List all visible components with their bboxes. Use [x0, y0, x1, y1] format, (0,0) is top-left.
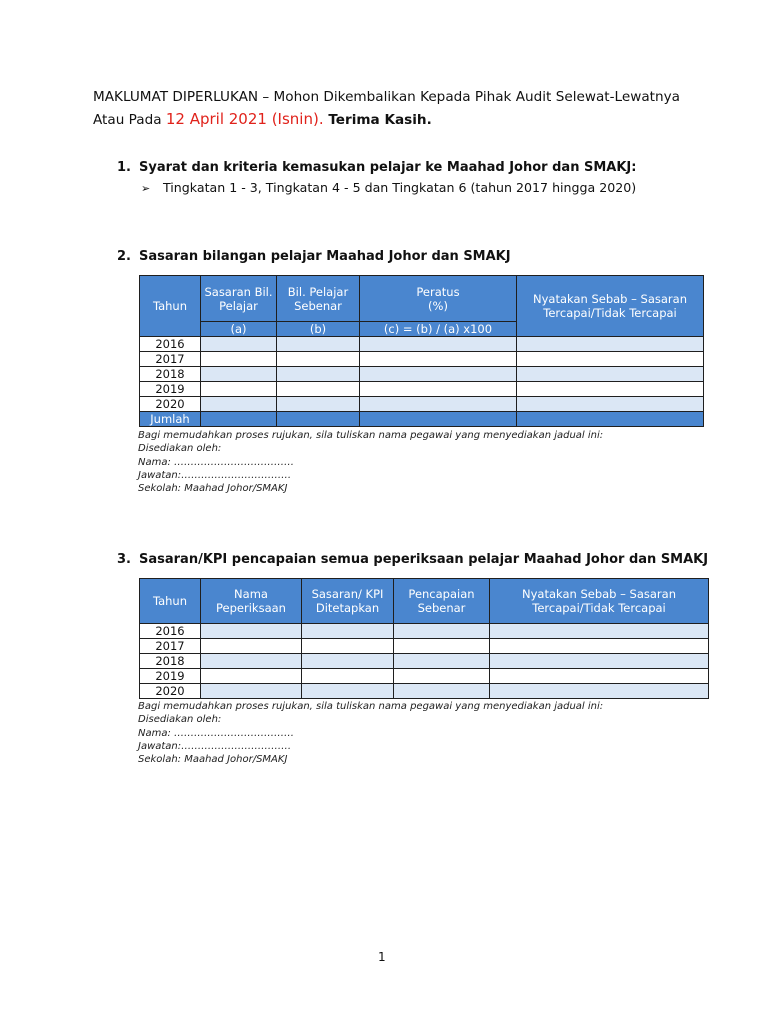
section-3-number: 3. [117, 552, 131, 567]
section-3-notes [138, 700, 603, 766]
table-row [140, 669, 709, 684]
input-cell[interactable] [277, 337, 360, 352]
year-cell: 2017 [140, 352, 201, 367]
input-cell[interactable] [394, 624, 490, 639]
section-2-heading [117, 249, 511, 264]
input-cell[interactable] [360, 337, 517, 352]
input-cell[interactable] [360, 382, 517, 397]
year-cell: 2016 [140, 624, 201, 639]
table-row [140, 654, 709, 669]
note-prepared-by: Disediakan oleh: [138, 714, 222, 726]
intro-notice [93, 86, 693, 131]
header-nama-peperiksaan: Nama Peperiksaan [201, 579, 302, 624]
input-cell[interactable] [490, 624, 709, 639]
header-sub-b: (b) [277, 322, 360, 337]
table-row [140, 639, 709, 654]
header-sub-c: (c) = (b) / (a) x100 [360, 322, 517, 337]
intro-text: MAKLUMAT DIPERLUKAN – Mohon Dikembalikan Kepada Pihak Audit Selewat-Lewatnya Atau Pada [93, 89, 680, 128]
header-tahun: Tahun [140, 276, 201, 337]
header-sasaran-kpi: Sasaran/ KPI Ditetapkan [302, 579, 394, 624]
header-tahun: Tahun [140, 579, 201, 624]
section-1-number: 1. [117, 160, 131, 175]
input-cell[interactable] [302, 669, 394, 684]
note-school: Sekolah: Maahad Johor/SMAKJ [138, 483, 288, 495]
header-bil-pelajar-sebenar: Bil. Pelajar Sebenar [277, 276, 360, 322]
input-cell[interactable] [277, 397, 360, 412]
table-row [140, 352, 704, 367]
input-cell[interactable] [201, 669, 302, 684]
year-cell: 2016 [140, 337, 201, 352]
input-cell[interactable] [201, 367, 277, 382]
table-row [140, 382, 704, 397]
total-cell[interactable] [517, 412, 704, 427]
input-cell[interactable] [201, 337, 277, 352]
input-cell[interactable] [360, 397, 517, 412]
section-2-title: Sasaran bilangan pelajar Maahad Johor dan SMAKJ [139, 249, 511, 264]
input-cell[interactable] [517, 397, 704, 412]
input-cell[interactable] [490, 654, 709, 669]
input-cell[interactable] [277, 367, 360, 382]
input-cell[interactable] [517, 352, 704, 367]
table-row [140, 624, 709, 639]
intro-thanks: Terima Kasih. [323, 112, 432, 128]
note-instruction: Bagi memudahkan proses rujukan, sila tuliskan nama pegawai yang menyediakan jadual ini: [138, 430, 604, 441]
section-1-bullet-text: Tingkatan 1 - 3, Tingkatan 4 - 5 dan Tingkatan 6 (tahun 2017 hingga 2020) [163, 180, 637, 195]
note-name: Nama: ……………………………… [138, 727, 295, 739]
input-cell[interactable] [201, 684, 302, 699]
input-cell[interactable] [201, 624, 302, 639]
input-cell[interactable] [394, 639, 490, 654]
input-cell[interactable] [517, 367, 704, 382]
exam-kpi-table [139, 578, 709, 699]
input-cell[interactable] [201, 654, 302, 669]
note-prepared-by: Disediakan oleh: [138, 443, 222, 455]
year-cell: 2017 [140, 639, 201, 654]
total-row [140, 412, 704, 427]
header-peratus-unit: (%) [428, 298, 448, 313]
table-row [140, 397, 704, 412]
input-cell[interactable] [490, 684, 709, 699]
total-cell[interactable] [277, 412, 360, 427]
note-school: Sekolah: Maahad Johor/SMAKJ [138, 754, 288, 766]
input-cell[interactable] [201, 397, 277, 412]
section-2-number: 2. [117, 249, 131, 264]
input-cell[interactable] [201, 639, 302, 654]
note-position: Jawatan:…………………………… [138, 469, 292, 481]
note-name: Nama: ……………………………… [138, 456, 295, 468]
year-cell: 2018 [140, 654, 201, 669]
year-cell: 2020 [140, 397, 201, 412]
header-sub-a: (a) [201, 322, 277, 337]
table-row [140, 367, 704, 382]
header-peratus [360, 276, 517, 322]
total-cell[interactable] [201, 412, 277, 427]
input-cell[interactable] [201, 352, 277, 367]
input-cell[interactable] [360, 352, 517, 367]
year-cell: 2019 [140, 382, 201, 397]
header-pencapaian-sebenar: Pencapaian Sebenar [394, 579, 490, 624]
input-cell[interactable] [490, 639, 709, 654]
header-nyatakan-sebab: Nyatakan Sebab – Sasaran Tercapai/Tidak Tercapai [517, 276, 704, 337]
input-cell[interactable] [302, 684, 394, 699]
input-cell[interactable] [360, 367, 517, 382]
input-cell[interactable] [517, 382, 704, 397]
section-2-notes [138, 429, 603, 495]
total-label: Jumlah [140, 412, 201, 427]
year-cell: 2019 [140, 669, 201, 684]
arrow-bullet-icon: ➢ [141, 182, 151, 195]
student-target-table [139, 275, 704, 427]
input-cell[interactable] [277, 352, 360, 367]
header-peratus-label: Peratus [416, 284, 460, 299]
year-cell: 2018 [140, 367, 201, 382]
section-1-heading [117, 160, 636, 175]
input-cell[interactable] [517, 337, 704, 352]
section-3-heading [117, 552, 708, 567]
table-row [140, 684, 709, 699]
input-cell[interactable] [302, 624, 394, 639]
page-number: 1 [378, 950, 386, 964]
input-cell[interactable] [490, 669, 709, 684]
input-cell[interactable] [394, 654, 490, 669]
section-3-title: Sasaran/KPI pencapaian semua peperiksaan pelajar Maahad Johor dan SMAKJ [139, 552, 709, 567]
deadline-date: 12 April 2021 (Isnin). [165, 110, 324, 128]
section-1-title: Syarat dan kriteria kemasukan pelajar ke Maahad Johor dan SMAKJ: [139, 160, 637, 175]
input-cell[interactable] [394, 684, 490, 699]
header-sasaran-bil-pelajar: Sasaran Bil. Pelajar [201, 276, 277, 322]
year-cell: 2020 [140, 684, 201, 699]
input-cell[interactable] [201, 382, 277, 397]
note-instruction: Bagi memudahkan proses rujukan, sila tuliskan nama pegawai yang menyediakan jadual ini: [138, 701, 604, 712]
input-cell[interactable] [302, 654, 394, 669]
header-nyatakan-sebab: Nyatakan Sebab – Sasaran Tercapai/Tidak Tercapai [490, 579, 709, 624]
total-cell[interactable] [360, 412, 517, 427]
input-cell[interactable] [394, 669, 490, 684]
section-1-bullet [141, 180, 636, 195]
note-position: Jawatan:…………………………… [138, 740, 292, 752]
table-row [140, 337, 704, 352]
input-cell[interactable] [302, 639, 394, 654]
input-cell[interactable] [277, 382, 360, 397]
